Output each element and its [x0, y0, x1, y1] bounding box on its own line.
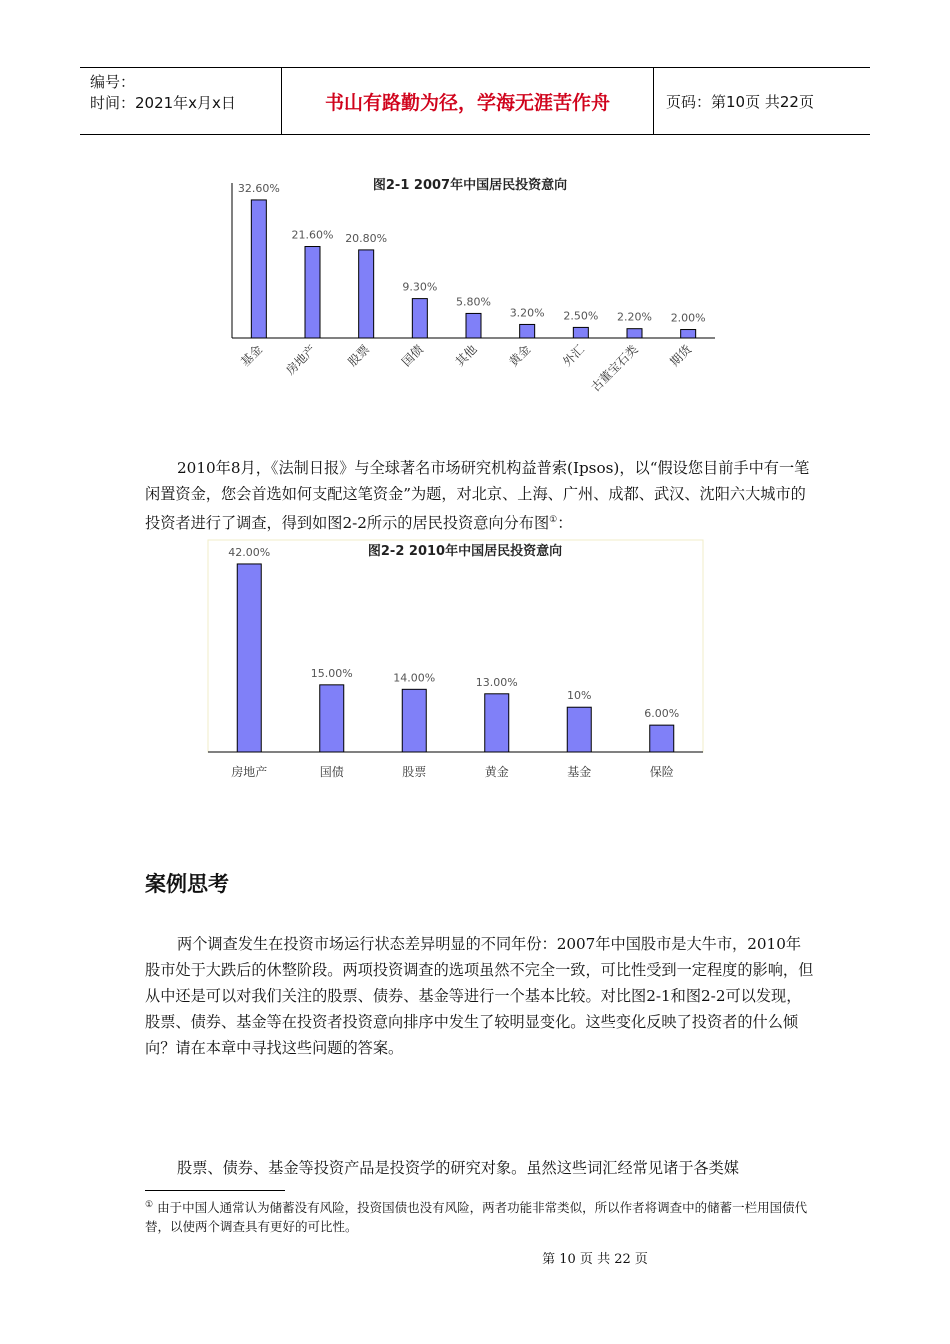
- chart2-bar-1: [320, 685, 344, 752]
- chart2-category-5: 保险: [649, 765, 674, 779]
- chart1-category-3: 国债: [399, 342, 426, 370]
- chart1-category-4: 其他: [452, 342, 480, 370]
- header-page: 页码：第10页 共22页: [666, 92, 814, 111]
- chart2-category-3: 黄金: [484, 765, 509, 779]
- chart2-data-label-3: 13.00%: [475, 675, 518, 689]
- header-time: 时间：2021年x月x日: [90, 94, 236, 112]
- footnote: [145, 1196, 815, 1236]
- chart2-bar-3: [485, 694, 509, 752]
- paragraph-survey-intro: [145, 455, 815, 536]
- chart1-data-label-0: 32.60%: [237, 181, 280, 195]
- chart2-data-label-2: 14.00%: [393, 671, 436, 685]
- chart1-title: 图2-1 2007年中国居民投资意向: [372, 178, 568, 193]
- chart-2010-investment-intent: [200, 538, 710, 788]
- chart1-data-label-4: 5.80%: [456, 295, 491, 309]
- chart2-plot-frame: [208, 540, 703, 752]
- chart2-category-4: 基金: [567, 765, 592, 779]
- chart1-category-0: 基金: [238, 342, 265, 370]
- chart-2007-investment-intent: [200, 165, 740, 420]
- chart1-data-label-8: 2.00%: [670, 311, 706, 325]
- footnote-text: 由于中国人通常认为储蓄没有风险，投资国债也没有风险，两者功能非常类似，所以作者将调查中的储蓄一栏用国债代替，以使两个调查具有更好的可比性。: [145, 1200, 808, 1235]
- chart2-bar-0: [237, 564, 261, 752]
- chart1-data-label-1: 21.60%: [291, 228, 334, 242]
- chart1-bar-6: [573, 327, 588, 338]
- chart2-data-label-4: 10%: [567, 689, 592, 703]
- chart1-bar-3: [412, 299, 427, 338]
- chart1-category-5: 黄金: [506, 342, 534, 370]
- chart2-category-1: 国债: [319, 765, 344, 779]
- chart2-bar-4: [567, 707, 591, 752]
- chart2-bar-2: [402, 689, 426, 752]
- chart1-bar-5: [520, 324, 535, 338]
- chart2-title: 图2-2 2010年中国居民投资意向: [367, 544, 563, 559]
- chart1-category-6: 外汇: [560, 342, 587, 370]
- chart1-data-label-7: 2.20%: [617, 310, 652, 324]
- chart2-bar-5: [650, 725, 674, 752]
- footer-page-number: 第 10 页 共 22 页: [542, 1252, 648, 1267]
- chart1-category-1: 房地产: [283, 342, 319, 378]
- paragraph-survey-text: 2010年8月，《法制日报》与全球著名市场研究机构益普索(Ipsos)，以“假设您目前手中有一笔闲置资金，您会首选如何支配这笔资金”为题，对北京、上海、广州、成都、武汉、沈阳六大城市的投资者进行了调查，得到如图2-2所示的居民投资意向分布图: [145, 459, 810, 533]
- page-footer: [0, 1248, 950, 1267]
- page-header: [80, 67, 870, 135]
- chart1-bar-1: [305, 247, 320, 338]
- paragraph-investment-products: 股票、债券、基金等投资产品是投资学的研究对象。虽然这些词汇经常见诸于各类媒: [177, 1159, 739, 1177]
- paragraph-survey-end: ：: [557, 514, 573, 533]
- chart2-data-label-0: 42.00%: [228, 545, 271, 559]
- chart1-bar-8: [681, 330, 696, 338]
- chart1-bar-0: [251, 200, 266, 338]
- footnote-separator: [145, 1190, 285, 1191]
- chart1-category-7: 古董宝石类: [588, 342, 641, 395]
- chart1-data-label-6: 2.50%: [563, 309, 599, 323]
- paragraph-case-analysis: 两个调查发生在投资市场运行状态差异明显的不同年份：2007年中国股市是大牛市，2010年股市处于大跌后的休整阶段。两项投资调查的选项虽然不完全一致，可比性受到一定程度的影响，但从中还是可以对我们关注的股票、债券、基金等进行一个基本比较。对比图2-1和图2-2可以发现，股票、债券、基金等在投资者投资意向排序中发生了较明显变化。这些变化反映了投资者的什么倾向？请在本章中寻找这些问题的答案。: [145, 935, 814, 1057]
- header-motto: 书山有路勤为径，学海无涯苦作舟: [282, 68, 654, 134]
- chart1-category-8: 期货: [667, 342, 695, 370]
- footnote-mark: ①: [145, 1200, 154, 1210]
- header-meta: [80, 68, 282, 134]
- header-number: 编号：: [90, 73, 136, 91]
- chart2-data-label-5: 6.00%: [644, 707, 680, 721]
- chart1-bar-4: [466, 313, 481, 338]
- chart1-data-label-2: 20.80%: [345, 231, 388, 245]
- chart2-category-0: 房地产: [231, 765, 268, 779]
- chart1-bar-7: [627, 329, 642, 338]
- chart1-data-label-5: 3.20%: [509, 306, 545, 320]
- footnote-reference[interactable]: ①: [549, 515, 558, 525]
- chart2-category-2: 股票: [402, 765, 427, 779]
- chart1-bar-2: [359, 250, 374, 338]
- section-title-case-thinking: 案例思考: [145, 872, 229, 896]
- chart1-category-2: 股票: [345, 342, 373, 370]
- chart2-data-label-1: 15.00%: [310, 666, 353, 680]
- chart1-data-label-3: 9.30%: [402, 280, 438, 294]
